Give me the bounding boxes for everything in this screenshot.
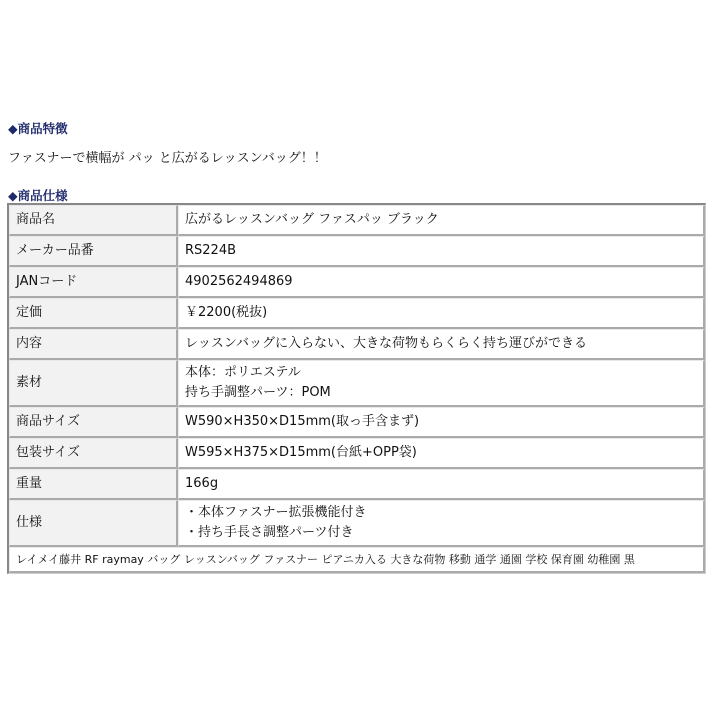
spec-value (178, 360, 705, 407)
table-row (9, 267, 705, 298)
spec-value-line: ・本体ファスナー拡張機能付き (185, 505, 367, 520)
keywords-text: レイメイ藤井 RF raymay バッグ レッスンバッグ ファスナー ピアニカ入る 大きな荷物 移動 通学 通園 学校 保育園 幼稚園 黒 (9, 547, 705, 573)
spec-label: 仕様 (9, 500, 178, 547)
spec-value-line: ・持ち手長さ調整パーツ付き (185, 525, 354, 540)
spec-label: 商品名 (9, 205, 178, 236)
spec-value: レッスンバッグに入らない、大きな荷物もらくらく持ち運びができる (178, 329, 705, 360)
table-row (9, 205, 705, 236)
spec-value (178, 500, 705, 547)
spec-label: 定価 (9, 298, 178, 329)
features-heading: ◆商品特徴 (8, 121, 68, 136)
table-row (9, 500, 705, 547)
spec-value: RS224B (178, 236, 705, 267)
spec-value: ￥2200(税抜) (178, 298, 705, 329)
spec-label: 素材 (9, 360, 178, 407)
table-row (9, 236, 705, 267)
spec-label: 内容 (9, 329, 178, 360)
spec-value: W590×H350×D15mm(取っ手含まず) (178, 407, 705, 438)
spec-value: W595×H375×D15mm(台紙+OPP袋) (178, 438, 705, 469)
spec-table (7, 203, 706, 574)
table-row (9, 438, 705, 469)
table-row (9, 407, 705, 438)
spec-label: 包装サイズ (9, 438, 178, 469)
table-row (9, 469, 705, 500)
table-row (9, 329, 705, 360)
table-row (9, 360, 705, 407)
keywords-row (9, 547, 705, 573)
table-row (9, 298, 705, 329)
spec-label: JANコード (9, 267, 178, 298)
spec-value: 166g (178, 469, 705, 500)
spec-value: 4902562494869 (178, 267, 705, 298)
spec-heading: ◆商品仕様 (8, 188, 68, 203)
spec-label: 商品サイズ (9, 407, 178, 438)
spec-value-line: 持ち手調整パーツ：POM (185, 385, 331, 400)
spec-value-line: 本体：ポリエステル (185, 365, 301, 380)
spec-label: メーカー品番 (9, 236, 178, 267)
spec-value: 広がるレッスンバッグ ファスパッ ブラック (178, 205, 705, 236)
spec-label: 重量 (9, 469, 178, 500)
features-text: ファスナーで横幅が パッ と広がるレッスンバッグ！！ (8, 151, 327, 166)
